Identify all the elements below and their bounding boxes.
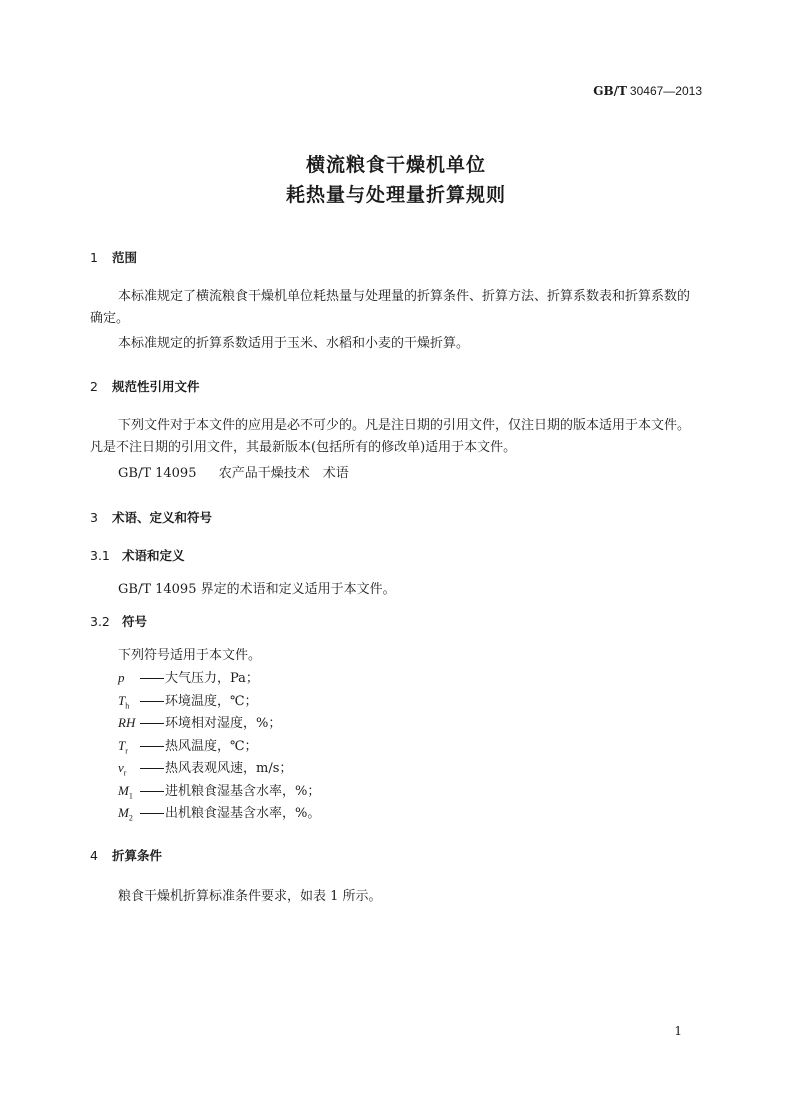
section-3-1-heading xyxy=(90,546,185,564)
symbol: p xyxy=(118,670,125,685)
symbol-desc: 大气压力，Pa； xyxy=(165,671,259,686)
symbol: $T_r$ xyxy=(118,738,128,756)
section-title: 范围 xyxy=(112,250,138,265)
section-1-para-1: 本标准规定了横流粮食干燥机单位耗热量与处理量的折算条件、折算方法、折算系数表和折算系数的确定。 xyxy=(90,289,691,326)
section-title: 术语、定义和符号 xyxy=(112,510,213,525)
symbol-row xyxy=(118,780,320,801)
dash xyxy=(140,768,164,769)
dash xyxy=(140,746,164,747)
doc-number: 30467—2013 xyxy=(629,84,702,98)
section-number: 1 xyxy=(90,250,98,265)
section-number: 4 xyxy=(90,848,98,863)
section-title: 术语和定义 xyxy=(122,548,185,563)
symbol: $M_2$ xyxy=(118,805,133,823)
symbols-intro: 下列符号适用于本文件。 xyxy=(118,648,262,663)
dash xyxy=(140,701,164,702)
title-line-1: 横流粮食干燥机单位 xyxy=(305,154,486,176)
symbol-row xyxy=(118,802,320,823)
symbol-desc: 出机粮食湿基含水率，%。 xyxy=(165,806,321,821)
section-3-2-heading xyxy=(90,612,147,630)
dash xyxy=(140,723,164,724)
section-1-para-2: 本标准规定的折算系数适用于玉米、水稻和小麦的干燥折算。 xyxy=(118,336,470,351)
symbol-desc: 环境温度，℃； xyxy=(165,694,258,709)
title-line-2: 耗热量与处理量折算规则 xyxy=(285,184,506,206)
symbol-desc: 环境相对湿度，%； xyxy=(165,716,282,731)
section-number: 3.1 xyxy=(90,548,110,563)
section-4-heading xyxy=(90,846,162,864)
section-3-heading xyxy=(90,508,212,526)
section-1-heading xyxy=(90,248,137,266)
symbol-row xyxy=(118,712,281,733)
reference-code: GB/T 14095 xyxy=(118,466,197,481)
reference-entry xyxy=(118,462,349,481)
dash xyxy=(140,813,164,814)
section-title: 折算条件 xyxy=(112,848,163,863)
symbol-desc: 热风表观风速，m/s； xyxy=(165,761,293,776)
section-number: 2 xyxy=(90,379,98,394)
symbol: $v_r$ xyxy=(118,760,127,778)
symbol-desc: 热风温度，℃； xyxy=(165,739,258,754)
symbol-row xyxy=(118,667,259,688)
doc-prefix: GB/T xyxy=(593,84,627,98)
section-number: 3.2 xyxy=(90,614,110,629)
symbol: $T_h$ xyxy=(118,693,130,711)
reference-title: 农产品干燥技术 术语 xyxy=(218,466,349,481)
document-number xyxy=(593,84,702,99)
section-2-para-1: 下列文件对于本文件的应用是必不可少的。凡是注日期的引用文件，仅注日期的版本适用于本文件。凡是不注日期的引用文件，其最新版本(包括所有的修改单)适用于本文件。 xyxy=(90,418,691,455)
symbol-row xyxy=(118,757,292,778)
symbol: RH xyxy=(118,715,136,730)
section-4-para: 粮食干燥机折算标准条件要求，如表 1 所示。 xyxy=(118,889,382,904)
section-2-heading xyxy=(90,377,200,395)
section-title: 符号 xyxy=(122,614,148,629)
section-3-1-para: GB/T 14095 界定的术语和定义适用于本文件。 xyxy=(118,582,396,597)
section-title: 规范性引用文件 xyxy=(112,379,200,394)
dash xyxy=(140,791,164,792)
section-number: 3 xyxy=(90,510,98,525)
page-number: 1 xyxy=(674,1024,682,1038)
symbol: $M_1$ xyxy=(118,783,133,801)
symbol-row xyxy=(118,735,258,756)
symbol-desc: 进机粮食湿基含水率，%； xyxy=(165,784,321,799)
dash xyxy=(140,678,164,679)
symbol-row xyxy=(118,690,258,711)
